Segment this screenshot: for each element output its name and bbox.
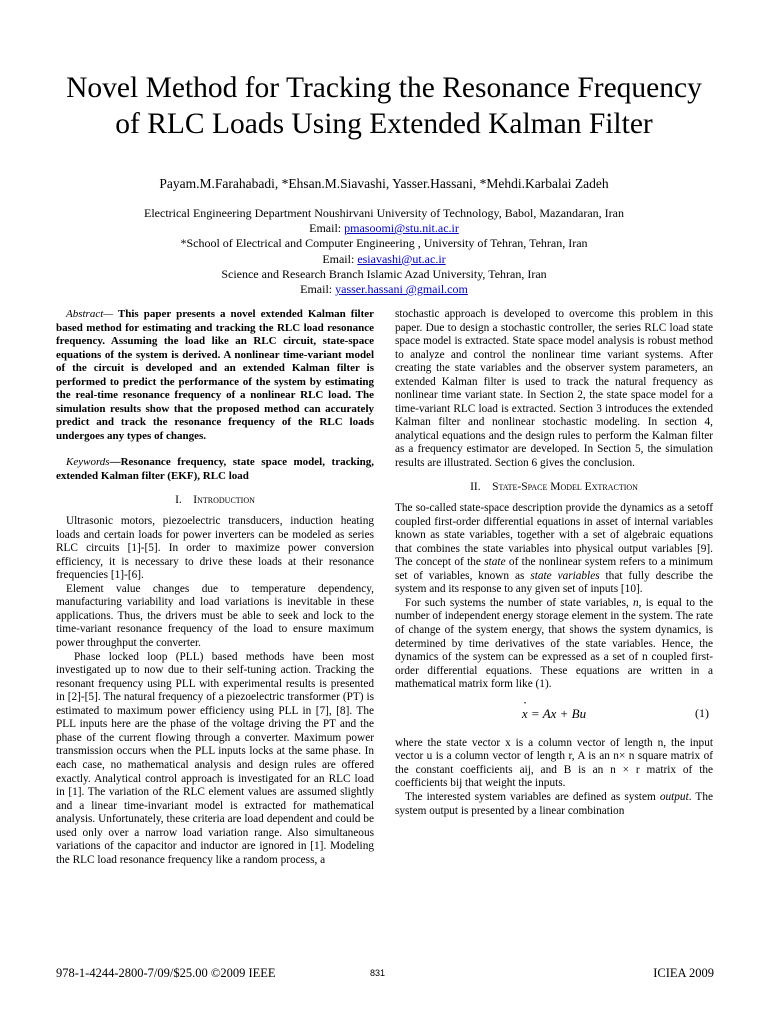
affiliation-2: *School of Electrical and Computer Engineering , University of Tehran, Tehran, Iran bbox=[180, 236, 588, 251]
keywords-lead: Keywords bbox=[66, 456, 110, 469]
keywords-text: —Resonance frequency, state space model, tracking, extended Kalman filter (EKF), RLC load bbox=[56, 456, 374, 483]
affiliation-3: Science and Research Branch Islamic Azad University, Tehran, Iran bbox=[221, 266, 547, 281]
intro-paragraph-3: Phase locked loop (PLL) based methods have been most investigated up to now due to their self-tuning action. Tracking the resonant frequency using PLL with experimental results is presented in [2]-[5]. The natural frequency of a piezoelectric transformer (PT) is estimated to maximum power efficiency using PLL in [7], [8]. The PLL inputs here are the phase of the voltage driving the PT and the phase of the current flowing through a converter. Maximum power transmission occurs when the PLL inputs locks at the same phase. In each case, no mathematical analysis and design rules are offered exactly. Analytical control approach is investigated for an RLC load in [1]. The variation of the RLC element values are assumed slightly and a linear time-invariant model is extracted for mathematical analysis. Unfortunately, these criteria are load dependent and could be used only over a narrow load variation range. Also simultaneous variations of the capacitor and inductor are ignored in [1]. Modeling the RLC load resonance frequency like a random process, a bbox=[56, 650, 374, 866]
equation-1 bbox=[395, 701, 713, 731]
title-line-1: Novel Method for Tracking the Resonance Frequency bbox=[66, 72, 702, 104]
right-column bbox=[395, 308, 713, 818]
footer-conference: ICIEA 2009 bbox=[653, 966, 714, 980]
email-link-1[interactable]: pmasoomi@stu.nit.ac.ir bbox=[344, 221, 459, 236]
intro-paragraph-1: Ultrasonic motors, piezoelectric transducers, induction heating loads and certain loads for power inverters can be modeled as series RLC circuits [1]-[5]. In order to maximize power conversion efficiency, it is necessary to drive these loads at their resonance frequencies [1]-[6]. bbox=[56, 515, 374, 582]
section-heading-introduction: I. Introduction bbox=[175, 493, 255, 506]
email-line-3: Email: yasser.hassani @gmail.com bbox=[300, 282, 468, 297]
abstract-text: This paper presents a novel extended Kalman filter based method for estimating and tracking the RLC load resonance frequency. Assuming the load like an RLC circuit, state-space equations of the system is derived. A nonlinear time-variant model of the circuit is developed and an extended Kalman filter is performed to predict the performance of the system by estimating the real-time resonance frequency of a nonlinear RLC load. The simulation results show that the proposed method can accurately predict and track the resonance frequency of the RLC loads undergoes any types of changes. bbox=[56, 308, 374, 442]
intro-continuation: stochastic approach is developed to overcome this problem in this paper. Due to design a stochastic controller, the series RLC load state space model is extracted. State space model analysis is robust method to analyze and control the nonlinear time variant systems. After creating the state variables and the observer system parameters, an extended Kalman filter is used to track the natural frequency as nonlinear time variant state. In Section 2, the state space model for a time-variant RLC load is extracted. Section 3 introduces the extended Kalman filter and nonlinear stochastic modeling. In section 4, analytical equations and the design rules to perform the Kalman filter as a frequency estimator are developed. In Section 5, the simulation results are illustrated. Section 6 gives the conclusion. bbox=[395, 308, 713, 470]
section-heading-state-space: II. State-Space Model Extraction bbox=[470, 480, 638, 493]
author-list: Payam.M.Farahabadi, *Ehsan.M.Siavashi, Yasser.Hassani, *Mehdi.Karbalai Zadeh bbox=[159, 176, 609, 191]
state-space-paragraph-1: The so-called state-space description provide the dynamics as a setoff coupled first-order differential equations in asset of internal variables known as state variables, together with a set of algebraic equations that combines the state variables into physical output variables [9]. The concept of the state of the nonlinear system refers to a minimum set of variables, known as state variables that fully describe the system and its response to any given set of inputs [10]. bbox=[395, 502, 713, 596]
abstract bbox=[56, 308, 374, 443]
paper-title bbox=[40, 70, 728, 142]
abstract-lead: Abstract— bbox=[66, 308, 114, 320]
keywords bbox=[56, 456, 374, 483]
state-space-paragraph-2: For such systems the number of state variables, n, is equal to the number of independent energy storage element in the system. The rate of change of the system energy, that shows the system dynamics, is determined by time derivatives of the state variables. Hence, the dynamics of the system can be expressed as a set of n coupled first-order differential equations. These equations are written in a mathematical matrix form like (1). bbox=[395, 596, 713, 691]
equation-number: (1) bbox=[695, 705, 709, 720]
email-line-1: Email: pmasoomi@stu.nit.ac.ir bbox=[309, 221, 459, 236]
affiliation-1: Electrical Engineering Department Noushirvani University of Technology, Babol, Mazandaran, Iran bbox=[144, 206, 624, 220]
email-link-2[interactable]: esiavashi@ut.ac.ir bbox=[357, 251, 446, 266]
page-number: 831 bbox=[370, 968, 386, 978]
footer-isbn: 978-1-4244-2800-7/09/$25.00 ©2009 IEEE bbox=[56, 966, 276, 980]
output-paragraph: The interested system variables are defined as system output. The system output is presented by a linear combination bbox=[395, 790, 713, 817]
title-line-2: of RLC Loads Using Extended Kalman Filter bbox=[115, 108, 653, 140]
where-paragraph: where the state vector x is a column vector of length n, the input vector u is a column vector of length r, A is an n× n square matrix of the constant coefficients aij, and B is an n × r matrix of the coefficients bij that weight the inputs. bbox=[395, 736, 713, 790]
email-link-3[interactable]: yasser.hassani @gmail.com bbox=[335, 282, 468, 297]
affiliations bbox=[40, 206, 728, 297]
equation-expression: x · = Ax + Bu bbox=[395, 707, 713, 721]
left-column bbox=[56, 308, 374, 867]
intro-paragraph-2: Element value changes due to temperature dependency, manufacturing variability and load variations is inevitable in these applications. Thus, the drivers must be able to seek and lock to the time-variant resonance frequency of the load to ensure maximum power throughput the converter. bbox=[56, 582, 374, 650]
email-line-2: Email: esiavashi@ut.ac.ir bbox=[322, 251, 446, 266]
